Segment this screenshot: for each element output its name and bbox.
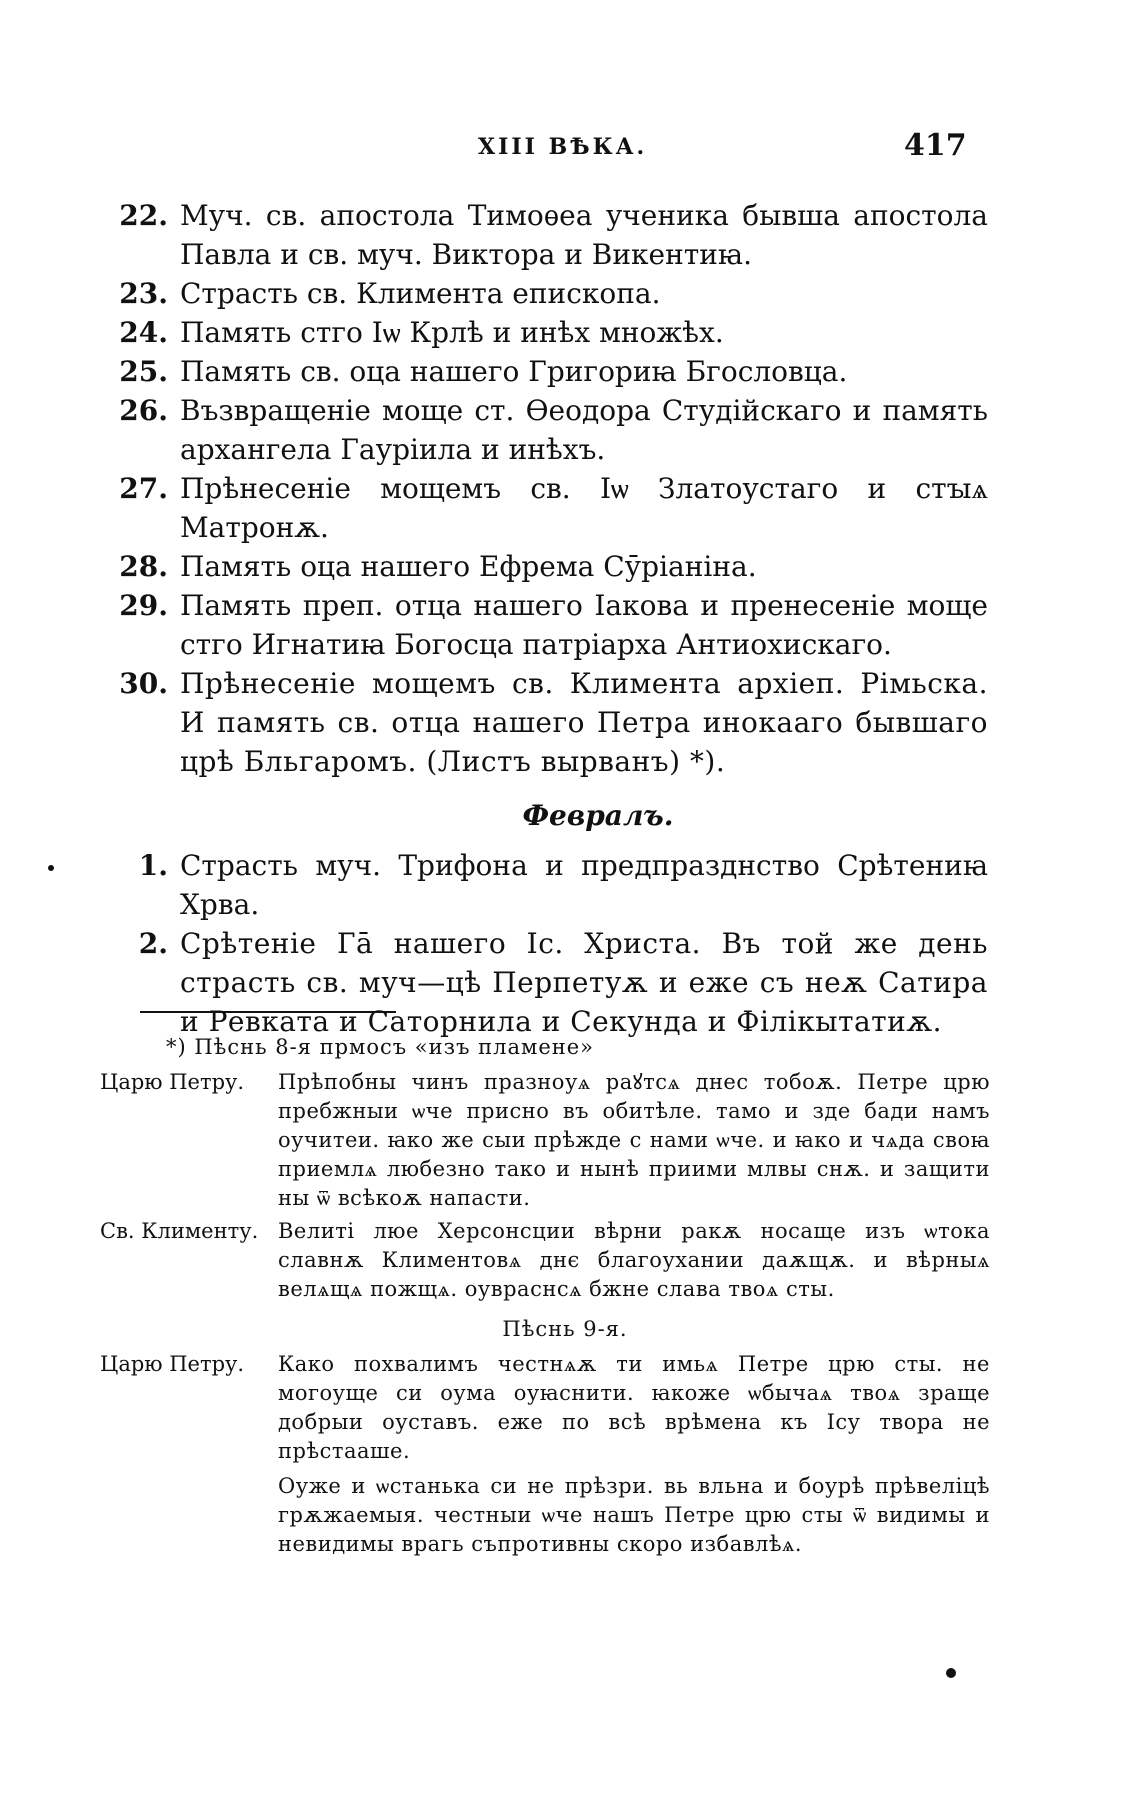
calendar-entries: [108, 196, 988, 1041]
hymn-paragraph: Како похвалимъ честнѧѫ ти имьѧ Петре црю сты. не могоуще си оума оуꙗснити. ꙗкоже ѡбычаѧ твоѧ зраще добрыи оуставъ. еже по всѣ врѣмена къ Ісу твора не прѣстааше.: [278, 1352, 990, 1463]
entry-27: [108, 469, 988, 547]
entry-text: Память оца нашего Ефрема Сӯріанiна.: [180, 550, 757, 583]
entry-26: [108, 391, 988, 469]
entry-text: Прѣнесеніе мощемъ св. Іѡ Златоустаго и стꙑѧ Матронѫ.: [180, 472, 988, 544]
entry-text: Възвращеніе моще ст. Ѳеодора Студійскаго и память архангела Гаурiила и инѣхъ.: [180, 394, 988, 466]
entry-24: [108, 313, 988, 352]
footnote-hymn-kliment: [100, 1217, 990, 1304]
hymn-label: Св. Клименту.: [100, 1219, 259, 1243]
footnote-divider: [140, 1011, 396, 1013]
entry-number: 2.: [138, 927, 168, 960]
entry-number: 30.: [119, 667, 168, 700]
entry-number: 22.: [119, 199, 168, 232]
entry-29: [108, 586, 988, 664]
entry-number: 26.: [119, 394, 168, 427]
entry-number: 24.: [119, 316, 168, 349]
footnote-hymn-tsar-petr-9: [100, 1350, 990, 1559]
running-head: [0, 128, 1140, 168]
entry-text: Прѣнесеніе мощемъ св. Климента архіеп. Рімьска. И память св. отца нашего Петра инокааго бывшаго црѣ Бльгаромъ. (Листъ вырванъ) *).: [180, 667, 988, 778]
running-head-title: XIII ВѢКА.: [478, 134, 648, 160]
ink-speck: [48, 865, 54, 871]
entry-number: 28.: [119, 550, 168, 583]
entry-22: [108, 196, 988, 274]
entry-feb-1: [108, 846, 988, 924]
entry-text: Память стго Іѡ Крлѣ и инѣх множѣх.: [180, 316, 724, 349]
entry-30: [108, 664, 988, 781]
entry-number: 29.: [119, 589, 168, 622]
footnote-title: *) Пѣснь 8-я прмосъ «изъ пламене»: [166, 1035, 595, 1059]
hymn-body: [278, 1217, 990, 1304]
hymn-label: Царю Петру.: [100, 1352, 245, 1376]
hymn-paragraph: Прѣпобны чинъ празноуѧ раꙋтсѧ днес тобоѫ. Петре црю пребжныи ѡче присно въ обитѣле. тамо и зде бади намъ оучитеи. ꙗко же сыи прѣжде с нами ѡче. и ꙗко и чѧда своꙗ приемлѧ любезно тако и нынѣ приими млвы снѫ. и защити ны ѿ всѣкоѫ напасти.: [278, 1070, 990, 1210]
canto-9-heading: Пѣснь 9-я.: [502, 1317, 628, 1341]
entry-number: 27.: [119, 472, 168, 505]
footnote-block: [100, 1030, 990, 1559]
entry-feb-2: [108, 924, 988, 1041]
entry-text: Муч. св. апостола Тимоѳеа ученика бывша апостола Павла и св. муч. Виктора и Викентиꙗ.: [180, 199, 988, 271]
month-heading-february: Февралъ.: [522, 799, 674, 832]
page-number: 417: [904, 128, 967, 163]
hymn-paragraph: Оуже и ѡстанька си не прѣзри. вь вльна и боурѣ прѣвеліцѣ грѫжаемыя. честныи ѡче нашъ Петре црю сты ѿ видимы и невидимы врагь съпротивны скоро избавлѣѧ.: [278, 1474, 990, 1556]
hymn-label: Царю Петру.: [100, 1070, 245, 1094]
entry-text: Страсть муч. Трифона и предпразднство Срѣтениꙗ Хрва.: [180, 849, 988, 921]
entry-text: Страсть св. Климента епископа.: [180, 277, 661, 310]
entry-23: [108, 274, 988, 313]
hymn-body: [278, 1350, 990, 1559]
entry-25: [108, 352, 988, 391]
entry-text: Память св. оца нашего Григориꙗ Бгословца.: [180, 355, 848, 388]
entry-number: 25.: [119, 355, 168, 388]
footnote-hymn-tsar-petr: [100, 1068, 990, 1213]
hymn-body: [278, 1068, 990, 1213]
entry-28: [108, 547, 988, 586]
entry-number: 1.: [138, 849, 168, 882]
entry-number: 23.: [119, 277, 168, 310]
entry-text: Память преп. отца нашего Іакова и пренесеніе моще стго Игнатиꙗ Богосца патріарха Антиохискаго.: [180, 589, 988, 661]
hymn-paragraph: Велиті люе Херсонсции вѣрни ракѫ носаще изъ ѡтока славнѫ Климентовѧ днє благоухании даѫщѫ. и вѣрныѧ велѧщѧ пожщѧ. оувраснсѧ бжне слава твоѧ сты.: [278, 1219, 990, 1301]
ink-speck: [946, 1668, 956, 1678]
entry-text: Срѣтеніе Гā нашего Іс. Христа. Въ той же день страсть св. муч—цѣ Перпетуѫ и еже съ неѫ Сатира и Ревката и Саторнила и Секунда и Фiлікытатиѫ.: [180, 927, 988, 1038]
